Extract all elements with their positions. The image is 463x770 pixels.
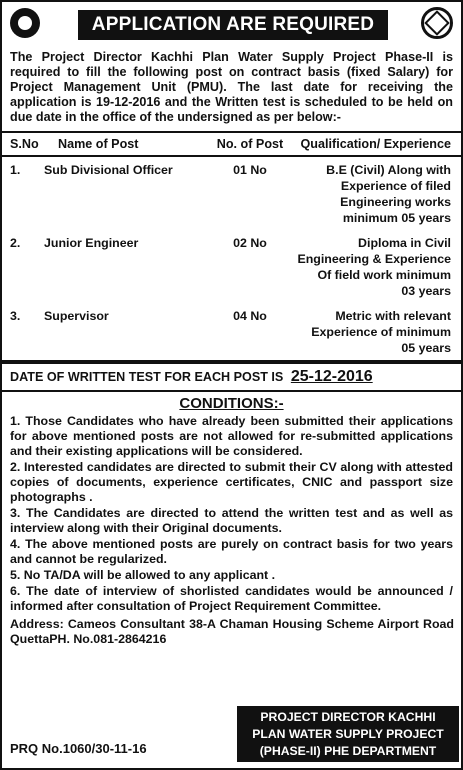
row-post-count: 02 No	[233, 236, 267, 250]
qual-line: B.E (Civil) Along with	[326, 163, 451, 177]
posts-table	[2, 131, 461, 362]
qual-line: minimum 05 years	[342, 211, 451, 225]
intro-text: The Project Director Kachhi Plan Water Supply Project Phase-II is required to fill the following post on contract basis (fixed Salary) for Project Management Unit (PMU). The last date for receiving the application is 19-12-2016 and the Written test is scheduled to be held on due date in the office of the undersigned as per below:-	[10, 50, 453, 124]
table-row	[2, 157, 461, 230]
qual-line: Metric with relevant	[335, 309, 451, 323]
prq-number: PRQ No.1060/30-11-16	[10, 741, 147, 756]
row-post-count: 04 No	[233, 309, 267, 323]
table-row	[2, 303, 461, 360]
contact-address: Address: Cameos Consultant 38-A Chaman Housing Scheme Airport Road QuettaPH. No.081-2864216	[10, 617, 454, 646]
signature-line: (PHASE-II) PHE DEPARTMENT	[259, 744, 437, 758]
qual-line: Engineering & Experience	[297, 252, 451, 266]
condition-item: 1. Those Candidates who have already been submitted their applications for above mentioned posts are not allowed for re-submitted applications and their existing applications will be considered.	[10, 414, 453, 458]
qual-line: 05 years	[401, 341, 451, 355]
written-test-date	[2, 362, 461, 388]
table-row	[2, 230, 461, 303]
header-post-name: Name of Post	[58, 137, 139, 151]
row-sno: 1.	[10, 163, 21, 177]
page-title: APPLICATION ARE REQUIRED	[78, 10, 388, 40]
row-post-name: Sub Divisional Officer	[44, 163, 173, 177]
header-post-count: No. of Post	[216, 137, 284, 151]
footer	[2, 702, 461, 768]
row-qualification	[292, 162, 455, 226]
qual-line: Engineering works	[340, 195, 451, 209]
test-date-label: DATE OF WRITTEN TEST FOR EACH POST IS	[10, 370, 284, 384]
department-seal-icon	[421, 7, 453, 39]
signature-line: PLAN WATER SUPPLY PROJECT	[252, 727, 444, 741]
row-post-count: 01 No	[233, 163, 267, 177]
header-sno: S.No	[10, 137, 39, 151]
row-qualification	[292, 308, 455, 356]
condition-item: 6. The date of interview of shorlisted candidates would be announced / informed after consultation of Project Requirement Committee.	[10, 584, 453, 613]
row-post-name: Supervisor	[44, 309, 109, 323]
qual-line: Experience of minimum	[311, 325, 451, 339]
qual-line: Diploma in Civil	[358, 236, 451, 250]
government-emblem-icon	[10, 8, 40, 38]
signature-line: PROJECT DIRECTOR KACHHI	[260, 710, 436, 724]
qual-line: Of field work minimum	[317, 268, 451, 282]
row-sno: 3.	[10, 309, 21, 323]
test-date-value: 25-12-2016	[290, 368, 373, 385]
header-qualification: Qualification/ Experience	[300, 137, 451, 151]
condition-item: 2. Interested candidates are directed to submit their CV along with attested copies of documents, experience certificates, CNIC and passport size photographs .	[10, 460, 453, 504]
conditions-list	[2, 412, 461, 614]
qual-line: Experience of filed	[340, 179, 451, 193]
condition-item: 3. The Candidates are directed to attend the written test and as well as interview along with their Original documents.	[10, 506, 453, 535]
row-post-name: Junior Engineer	[44, 236, 139, 250]
conditions-heading: CONDITIONS:-	[2, 390, 461, 412]
signature-block	[237, 706, 459, 762]
header	[2, 2, 461, 48]
condition-item: 4. The above mentioned posts are purely on contract basis for two years and cannot be regularized.	[10, 537, 453, 566]
row-sno: 2.	[10, 236, 21, 250]
table-header	[2, 133, 461, 157]
condition-item: 5. No TA/DA will be allowed to any applicant .	[10, 568, 276, 582]
row-qualification	[292, 235, 455, 299]
qual-line: 03 years	[401, 284, 451, 298]
